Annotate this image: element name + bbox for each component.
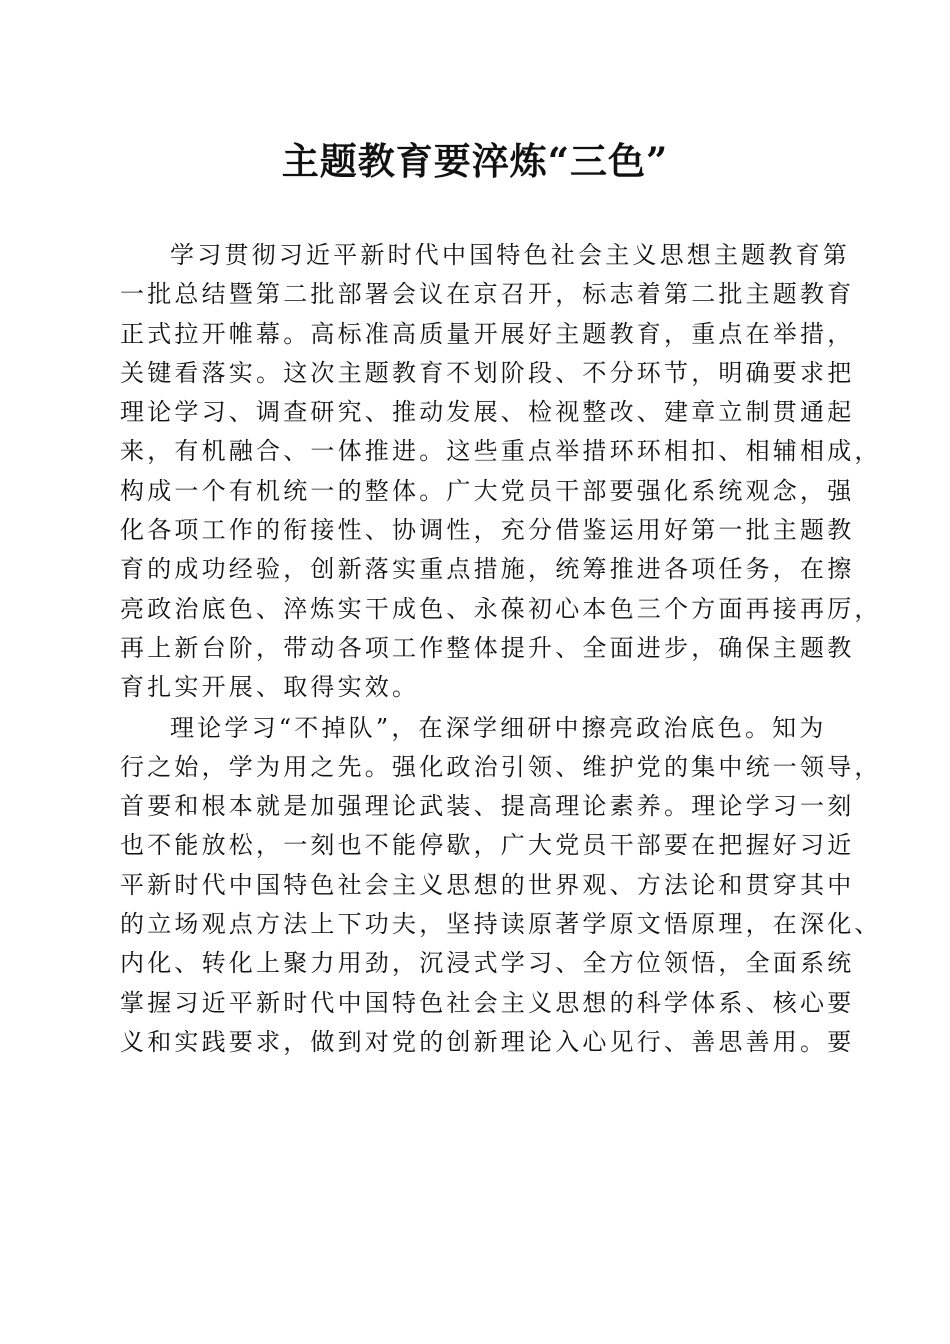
text-line: 的立场观点方法上下功夫，坚持读原著学原文悟原理，在深化、 bbox=[120, 910, 882, 939]
document-title: 主题教育要淬炼“三色” bbox=[281, 139, 669, 183]
text-line: 理论学习“不掉队”，在深学细研中擦亮政治底色。知为 bbox=[170, 713, 827, 742]
text-line: 平新时代中国特色社会主义思想的世界观、方法论和贯穿其中 bbox=[120, 870, 855, 899]
text-line: 也不能放松，一刻也不能停歇，广大党员干部要在把握好习近 bbox=[120, 831, 855, 860]
text-line: 化各项工作的衔接性、协调性，充分借鉴运用好第一批主题教 bbox=[120, 516, 855, 545]
text-line: 义和实践要求，做到对党的创新理论入心见行、善思善用。要 bbox=[120, 1027, 855, 1056]
paragraph bbox=[120, 236, 882, 708]
text-line: 正式拉开帷幕。高标准高质量开展好主题教育，重点在举措， bbox=[120, 319, 855, 348]
text-line: 关键看落实。这次主题教育不划阶段、不分环节，明确要求把 bbox=[120, 358, 855, 387]
text-line: 育扎实开展、取得实效。 bbox=[120, 673, 420, 702]
text-line: 学习贯彻习近平新时代中国特色社会主义思想主题教育第 bbox=[170, 241, 850, 269]
text-line: 一批总结暨第二批部署会议在京召开，标志着第二批主题教育 bbox=[120, 280, 855, 309]
text-line: 理论学习、调查研究、推动发展、检视整改、建章立制贯通起 bbox=[120, 398, 855, 427]
text-line: 再上新台阶，带动各项工作整体提升、全面进步，确保主题教 bbox=[120, 633, 855, 662]
text-line: 亮政治底色、淬炼实干成色、永葆初心本色三个方面再接再厉， bbox=[120, 594, 882, 623]
text-line: 内化、转化上聚力用劲，沉浸式学习、全方位领悟，全面系统 bbox=[120, 949, 855, 978]
text-line: 掌握习近平新时代中国特色社会主义思想的科学体系、核心要 bbox=[120, 988, 855, 1017]
paragraph bbox=[120, 709, 882, 1063]
text-line: 育的成功经验，创新落实重点措施，统筹推进各项任务，在擦 bbox=[120, 555, 855, 584]
document-body bbox=[120, 236, 882, 1062]
text-line: 构成一个有机统一的整体。广大党员干部要强化系统观念，强 bbox=[120, 476, 855, 505]
text-line: 行之始，学为用之先。强化政治引领、维护党的集中统一领导， bbox=[120, 752, 882, 781]
text-line: 首要和根本就是加强理论武装、提高理论素养。理论学习一刻 bbox=[120, 792, 855, 821]
text-line: 来，有机融合、一体推进。这些重点举措环环相扣、相辅相成， bbox=[120, 437, 882, 466]
